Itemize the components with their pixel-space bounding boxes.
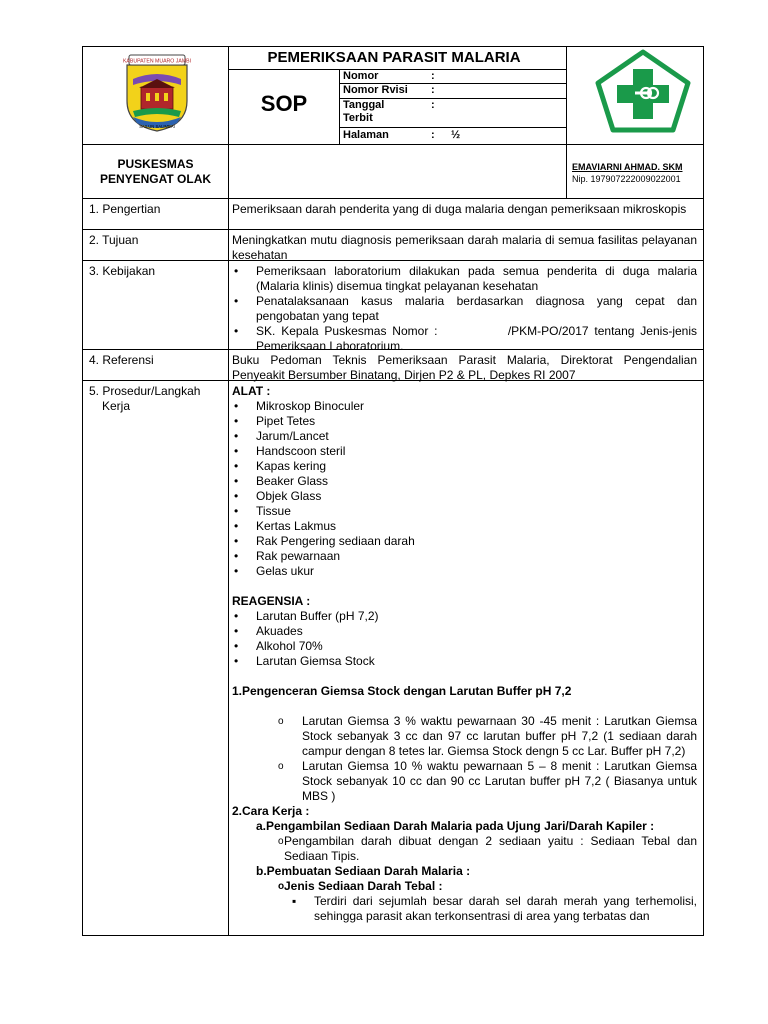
cara-kerja-heading: 2.Cara Kerja : (232, 804, 310, 818)
list-item: • Tissue (232, 504, 697, 519)
pengenceran-heading: 1.Pengenceran Giemsa Stock dengan Larutan Buffer pH 7,2 (232, 684, 572, 698)
list-item: • Mikroskop Binoculer (232, 399, 697, 414)
list-item: • Beaker Glass (232, 474, 697, 489)
list-item: • Pipet Tetes (232, 414, 697, 429)
meta-key: Tanggal (343, 99, 385, 111)
meta-value: ½ (451, 129, 461, 141)
list-item: • Rak pewarnaan (232, 549, 697, 564)
meta-key: Nomor (343, 70, 379, 82)
document-title: PEMERIKSAAN PARASIT MALARIA (267, 49, 521, 66)
row-label (89, 384, 224, 414)
list-item: • Rak Pengering sediaan darah (232, 534, 697, 549)
row-content (232, 264, 701, 354)
meta-sep: : (431, 99, 435, 111)
document-header (83, 47, 703, 145)
list-item: o Larutan Giemsa 10 % waktu pewarnaan 5 – 8 menit : Larutkan Giemsa Stock sebanyak 10 cc dan 90 cc Larutan buffer pH 7,2 ( Biasanya untuk MBS ) (232, 759, 697, 804)
signer-name: EMAVIARNI AHMAD. SKM (572, 162, 683, 172)
list-item: • Larutan Giemsa Stock (232, 654, 697, 669)
alat-list (232, 399, 697, 579)
meta-terbit (343, 112, 451, 124)
list-item: • Jarum/Lancet (232, 429, 697, 444)
divider (228, 144, 229, 198)
meta-tanggal (343, 99, 451, 111)
list-item: • Gelas ukur (232, 564, 697, 579)
reagensia-heading: REAGENSIA : (232, 594, 311, 608)
alat-heading: ALAT : (232, 384, 271, 398)
cara-b-heading: b.Pembuatan Sediaan Darah Malaria : (256, 864, 471, 878)
divider (566, 144, 567, 198)
row-referensi (83, 349, 703, 381)
divider (339, 69, 340, 144)
list-item: o Larutan Giemsa 3 % waktu pewarnaan 30 -45 menit : Larutkan Giemsa Stock sebanyak 3 cc dan 97 cc larutan buffer pH 7,2 (1 sediaan darah campur dengan 8 tetes lar. Giemsa Stock dengn 5 cc Lar. Buffer pH 7,2) (232, 714, 697, 759)
list-item: • SK. Kepala Puskesmas Nomor : /PKM-PO/2017 tentang Jenis-jenis Pemeriksaan Laboratorium. (232, 324, 697, 354)
row-tujuan (83, 229, 703, 261)
meta-key: Halaman (343, 129, 389, 141)
regency-emblem-icon (119, 51, 195, 133)
cara-b-sub-list (232, 894, 697, 924)
list-item: o Pengambilan darah dibuat dengan 2 sediaan yaitu : Sediaan Tebal dan Sediaan Tipis. (232, 834, 697, 864)
list-item: • Kapas kering (232, 459, 697, 474)
meta-halaman (343, 129, 460, 141)
puskesmas-logo-icon (595, 49, 691, 133)
meta-key: Nomor Rvisi (343, 84, 408, 96)
row-label: 4. Referensi (89, 353, 154, 367)
row-label-line: Kerja (102, 399, 131, 413)
list-item: • Akuades (232, 624, 697, 639)
reagensia-list (232, 609, 697, 669)
puskesmas-line-1: PUSKESMAS (117, 157, 194, 171)
sop-label: SOP (260, 91, 308, 116)
row-content: Buku Pedoman Teknis Pemeriksaan Parasit Malaria, Direktorat Pengendalian Penyeakit Bersumber Binatang, Dirjen P2 & PL, Depkes RI 2007 (232, 353, 697, 382)
list-item: • Kertas Lakmus (232, 519, 697, 534)
list-item: • Alkohol 70% (232, 639, 697, 654)
row-label: 2. Tujuan (89, 233, 139, 247)
meta-sep: : (431, 70, 435, 82)
row-content: Meningkatkan mutu diagnosis pemeriksaan darah malaria di semua fasilitas pelayanan kesehatan (232, 233, 697, 262)
list-item: • Objek Glass (232, 489, 697, 504)
signer-nip: Nip. 197907222009022001 (572, 174, 681, 184)
cara-b-list (232, 879, 697, 894)
row-label: 1. Pengertian (89, 202, 161, 216)
pengenceran-list (232, 714, 697, 804)
list-item: • Larutan Buffer (pH 7,2) (232, 609, 697, 624)
list-item: • Pemeriksaan laboratorium dilakukan pada semua penderita di duga malaria (Malaria klinis) disemua tingkat pelayanan kesehatan (232, 264, 697, 294)
sop-document (82, 46, 704, 936)
list-item: • Handscoon steril (232, 444, 697, 459)
row-label: 3. Kebijakan (89, 264, 156, 278)
list-item: ▪ Terdiri dari sejumlah besar darah sel darah merah yang terhemolisi, sehingga parasit akan terkonsentrasi di area yang terbatas dan (232, 894, 697, 924)
meta-nomor (343, 70, 451, 82)
row-content: Pemeriksaan darah penderita yang di duga malaria dengan pemeriksaan mikroskopis (232, 202, 687, 216)
meta-key: Terbit (343, 112, 373, 124)
cara-a-heading: a.Pengambilan Sediaan Darah Malaria pada Ujung Jari/Darah Kapiler : (256, 819, 655, 833)
meta-sep: : (431, 84, 435, 96)
cara-a-list (232, 834, 697, 864)
puskesmas-name (83, 157, 228, 187)
row-content (232, 384, 697, 924)
row-label-line: 5. Prosedur/Langkah (89, 384, 201, 398)
kebijakan-list (232, 264, 701, 354)
row-pengertian (83, 198, 703, 230)
divider (339, 127, 566, 128)
emblem-banner-text: KABUPATEN MUARO JAMBI (122, 58, 192, 65)
emblem-motto-text: SAILUN SALIMBAI (139, 124, 175, 129)
list-item: o Jenis Sediaan Darah Tebal : (232, 879, 697, 894)
row-kebijakan (83, 260, 703, 353)
row-prosedur (83, 380, 703, 936)
divider (566, 47, 567, 144)
meta-nomor-revisi (343, 84, 451, 96)
puskesmas-line-2: PENYENGAT OLAK (99, 172, 212, 186)
meta-sep: : (431, 129, 435, 141)
list-item: • Penatalaksanaan kasus malaria berdasarkan diagnosa yang cepat dan pengobatan yang tepat (232, 294, 697, 324)
